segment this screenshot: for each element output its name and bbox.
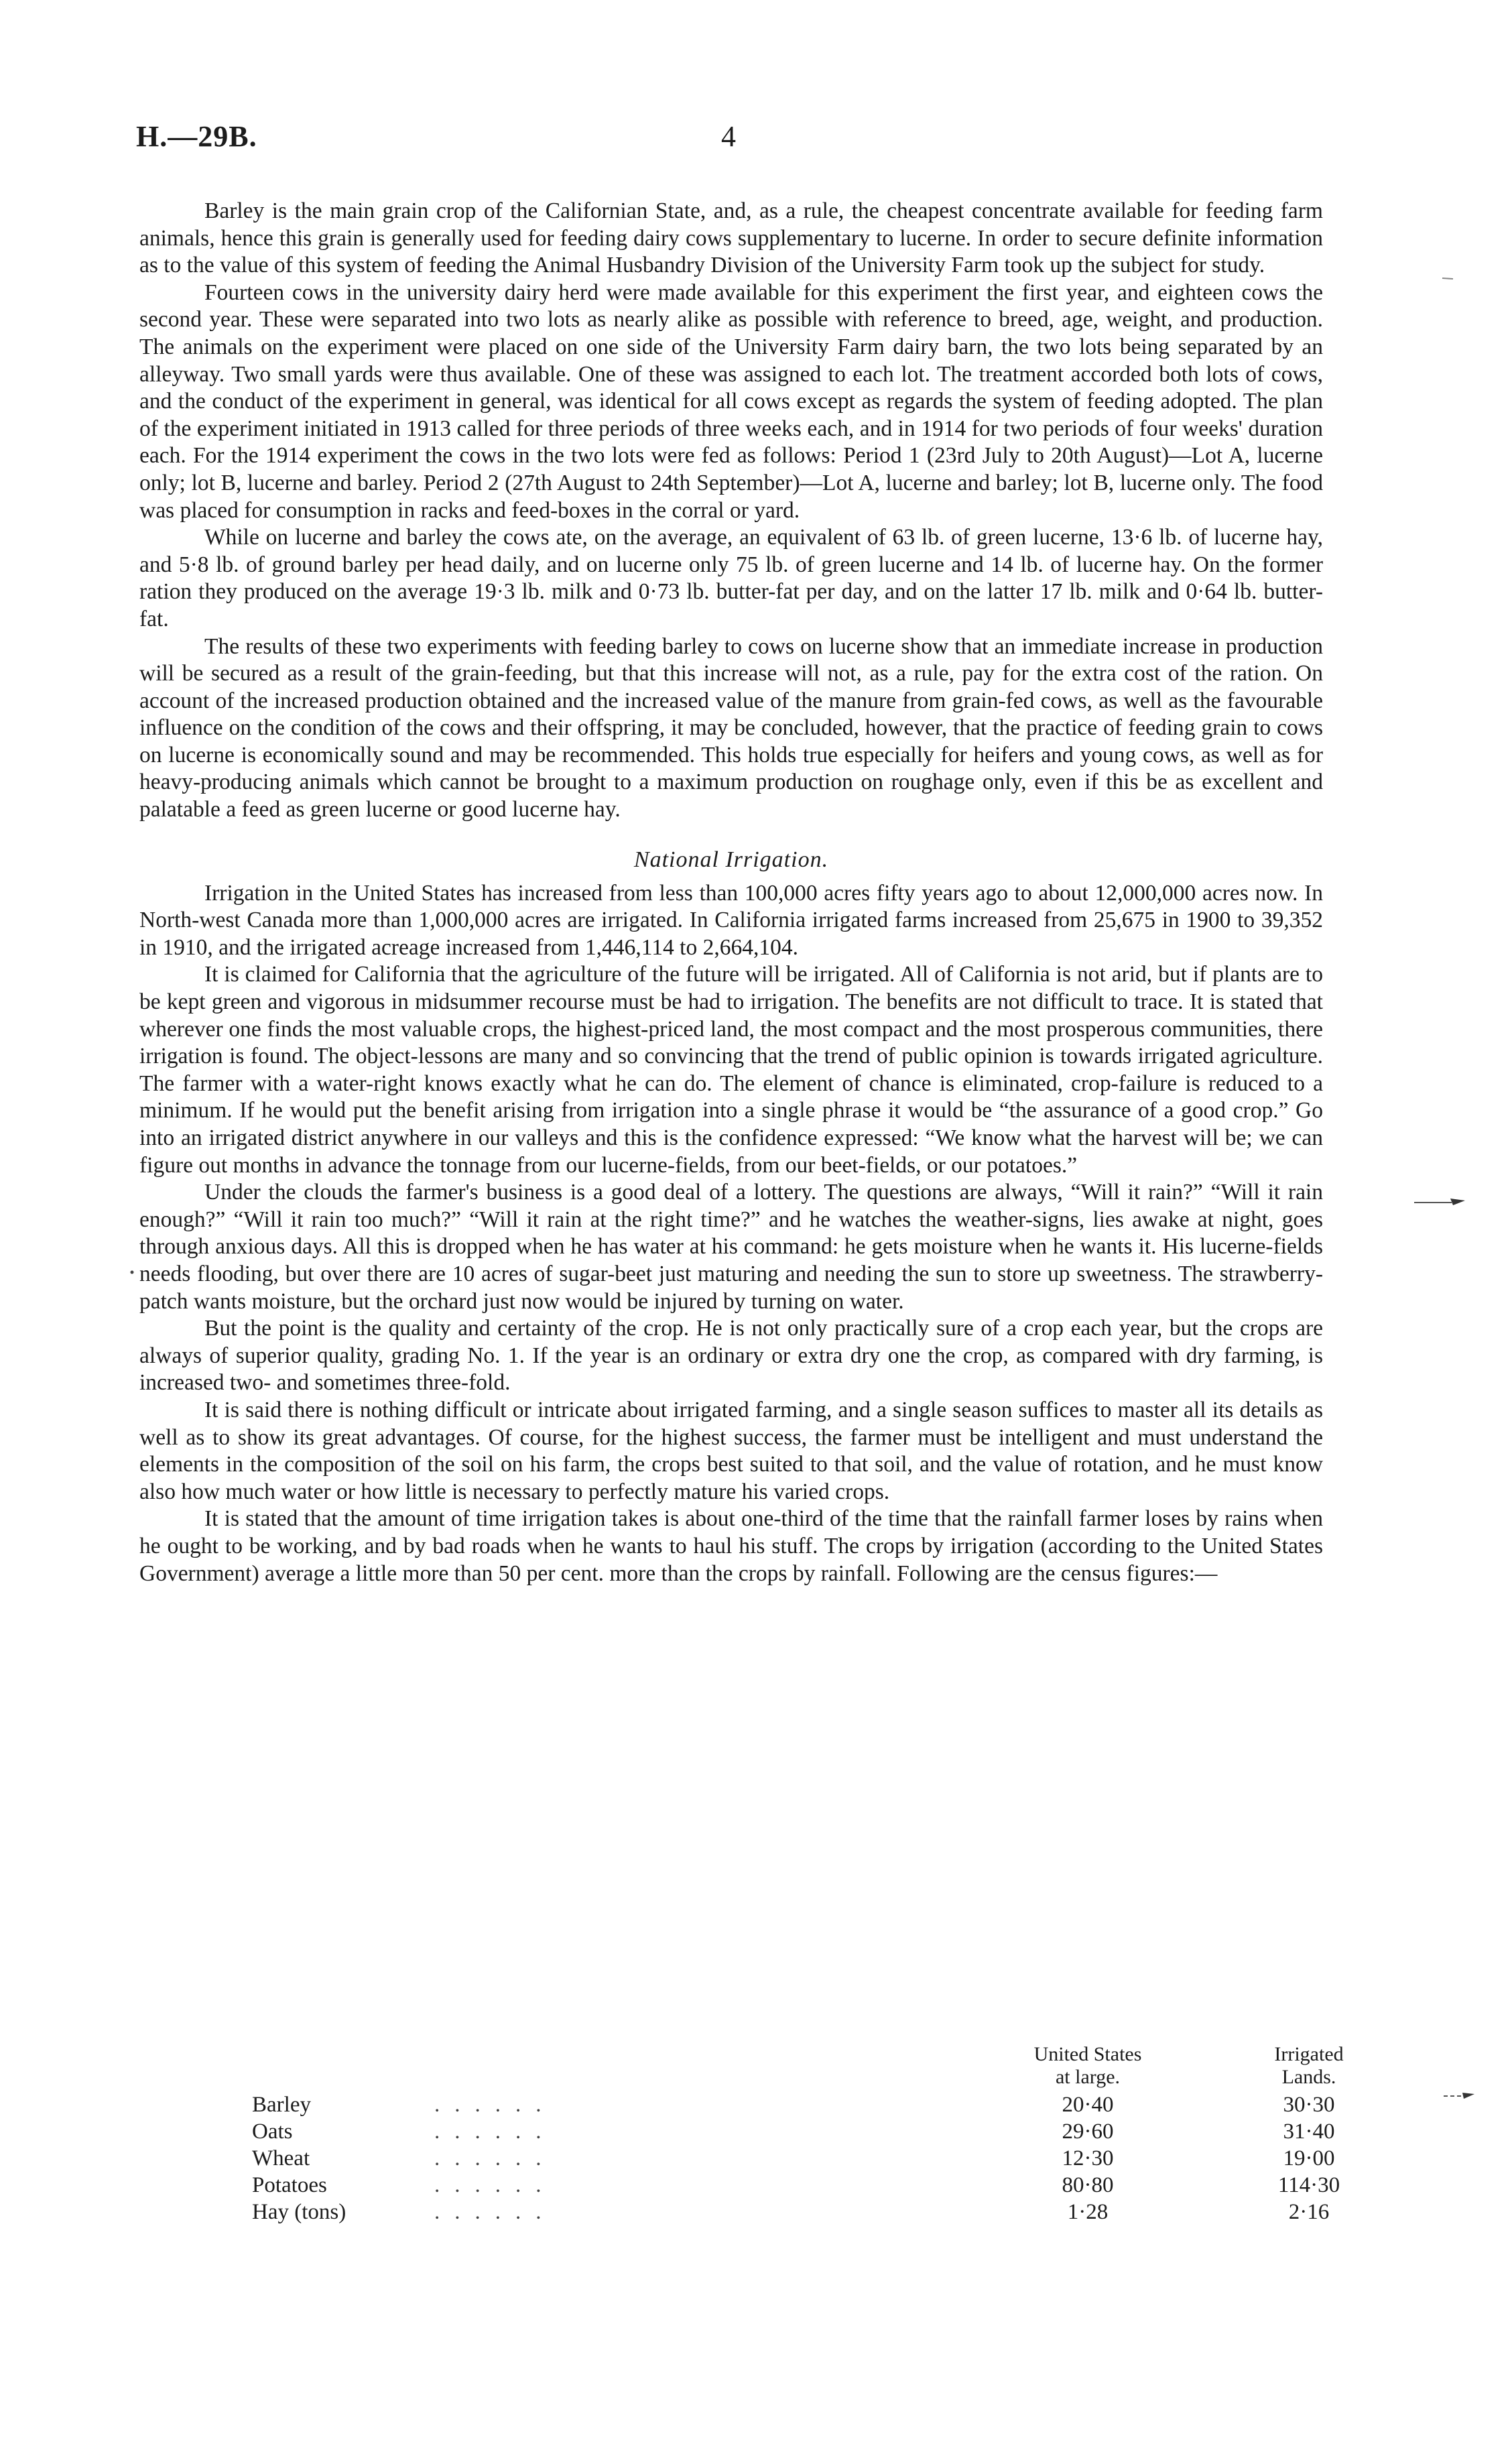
column-header-irrigated-line2: Lands.	[1281, 2066, 1336, 2088]
crop-name: Hay (tons)	[252, 2200, 346, 2224]
us-value: 1·28	[1067, 2200, 1109, 2224]
paragraph-feeding-results: While on lucerne and barley the cows ate, on the average, an equivalent of 63 lb. of green lucerne, 13·6 lb. of lucerne hay, and 5·8 lb. of ground barley per head daily, and on lucerne only 75 lb. of green lucerne and 14 lb. of lucerne hay. On the former ration they produced on the average 19·3 lb. milk and 0·73 lb. butter-fat per day, and on the latter 17 lb. milk and 0·64 lb. butter-fat.	[139, 525, 1323, 631]
paragraph-crop-quality: But the point is the quality and certainty of the crop. He is not only practically sure of a crop each year, but the crops are always of superior quality, grading No. 1. If the year is an ordinary or extra dry one the crop, as compared with dry farming, is increased two- and sometimes three-fold.	[139, 1316, 1323, 1396]
paragraph-irrigation-future: It is claimed for California that the agriculture of the future will be irrigated. All of California is not arid, but if plants are to be kept green and vigorous in midsummer recourse must be had to irrigation. The benefits are not difficult to trace. It is stated that wherever one finds the most valuable crops, the highest-priced land, the most compact and the most prosperous communities, there irrigation is found. The object-lessons are many and so convincing that the trend of public opinion is towards irrigated agriculture. The farmer with a water-right knows exactly what he can do. The element of chance is eliminated, crop-failure is reduced to a minimum. If he would put the benefit arising from irrigation into a single phrase it would be “the assurance of a good crop.” Go into an irrigated district anywhere in our valleys and this is the confidence expressed: “We know what the harvest will be; we can figure out months in advance the tonnage from our lucerne-fields, from our beet-fields, or our potatoes.”	[139, 962, 1323, 1178]
paragraph-experiment-conclusion: The results of these two experiments with feeding barley to cows on lucerne show that an immediate increase in production will be secured as a result of the grain-feeding, but that this increase will not, as a rule, pay for the extra cost of the ration. On account of the increased production obtained and the increased value of the manure from grain-fed cows, as well as the favourable influence on the condition of the cows and their offspring, it may be concluded, however, that the practice of feeding grain to cows on lucerne is economically sound and may be recommended. This holds true especially for heifers and young cows, as well as for heavy-producing animals which cannot be brought to a maximum production on roughage only, even if this be as excellent and palatable a feed as green lucerne or good lucerne hay.	[139, 633, 1323, 822]
crop-name: Oats	[252, 2120, 293, 2144]
dot-leader: ......	[434, 2093, 556, 2117]
us-value: 12·30	[1062, 2146, 1114, 2170]
dot-leader: ......	[434, 2146, 556, 2170]
irrigated-value: 19·00	[1283, 2146, 1335, 2170]
us-value: 29·60	[1062, 2120, 1114, 2144]
margin-arrow-mark	[1442, 2090, 1476, 2101]
column-header-us	[1011, 2043, 1165, 2089]
section-heading: National Irrigation.	[633, 847, 829, 872]
irrigated-value: 31·40	[1283, 2120, 1335, 2144]
dot-leader: ......	[434, 2120, 556, 2144]
margin-dot	[129, 1269, 135, 1276]
paragraph-irrigated-farming: It is said there is nothing difficult or intricate about irrigated farming, and a single season suffices to master all its details as well as to show its great advantages. Of course, for the highest success, the farmer must be intelligent and must understand the elements in the composition of the soil on his farm, the crops best suited to that soil, and the value of rotation, and he must know also how much water or how little is necessary to perfectly mature his varied crops.	[139, 1397, 1323, 1504]
dot-leader: ......	[434, 2200, 556, 2224]
column-header-irrigated	[1239, 2043, 1379, 2089]
table-row	[139, 2199, 1330, 2225]
page-number: 4	[721, 120, 736, 153]
column-header-us-line2: at large.	[1055, 2066, 1121, 2088]
us-value: 20·40	[1062, 2093, 1114, 2117]
document-reference: H.—29B.	[136, 120, 257, 153]
margin-mark	[1441, 275, 1454, 282]
crop-name: Potatoes	[252, 2173, 327, 2197]
dot-leader: ......	[434, 2173, 556, 2197]
table-row	[139, 2118, 1335, 2145]
page-header	[0, 119, 1512, 166]
column-header-us-line1: United States	[1033, 2043, 1142, 2065]
irrigated-value: 2·16	[1288, 2200, 1330, 2224]
table-row	[139, 2091, 1335, 2118]
paragraph-barley-crop: Barley is the main grain crop of the Californian State, and, as a rule, the cheapest concentrate available for feeding farm animals, hence this grain is generally used for feeding dairy cows supplementary to lucerne. In order to secure definite information as to the value of this system of feeding the Animal Husbandry Division of the University Farm took up the subject for study.	[139, 198, 1323, 278]
paragraph-farming-lottery: Under the clouds the farmer's business is a good deal of a lottery. The questions are always, “Will it rain?” “Will it rain enough?” “Will it rain too much?” “Will it rain at the right time?” and he watches the weather-signs, lies awake at night, goes through anxious days. All this is dropped when he has water at his command: he gets moisture when he wants it. His lucerne-fields needs flooding, but over there are 10 acres of sugar-beet just maturing and needing the sun to store up sweetness. The strawberry-patch wants moisture, but the orchard just now would be injured by turning on water.	[139, 1180, 1323, 1314]
margin-arrow-mark	[1413, 1194, 1466, 1208]
table-row	[139, 2172, 1340, 2199]
paragraph-experiment-setup: Fourteen cows in the university dairy herd were made available for this experiment the first year, and eighteen cows the second year. These were separated into two lots as nearly alike as possible with reference to breed, age, weight, and production. The animals on the experiment were placed on one side of the University Farm dairy barn, the two lots being separated by an alleyway. Two small yards were thus available. One of these was assigned to each lot. The treatment accorded both lots of cows, and the conduct of the experiment in general, was identical for all cows except as regards the system of feeding adopted. The plan of the experiment initiated in 1913 called for three periods of three weeks each, and in 1914 for two periods of four weeks' duration each. For the 1914 experiment the cows in the two lots were fed as follows: Period 1 (23rd July to 20th August)—Lot A, lucerne only; lot B, lucerne and barley. Period 2 (27th August to 24th September)—Lot A, lucerne and barley; lot B, lucerne only. The food was placed for consumption in racks and feed-boxes in the corral or yard.	[139, 280, 1323, 523]
irrigated-value: 30·30	[1283, 2093, 1335, 2117]
table-row	[139, 2145, 1335, 2172]
paragraph-census-intro: It is stated that the amount of time irrigation takes is about one-third of the time that the rainfall farmer loses by rains when he ought to be working, and by bad roads when he wants to haul his stuff. The crops by irrigation (according to the United States Government) average a little more than 50 per cent. more than the crops by rainfall. Following are the census figures:—	[139, 1506, 1323, 1586]
body-text	[139, 198, 1323, 1587]
us-value: 80·80	[1062, 2173, 1114, 2197]
crop-name: Wheat	[252, 2146, 310, 2170]
irrigated-value: 114·30	[1277, 2173, 1340, 2197]
crop-name: Barley	[252, 2093, 311, 2117]
paragraph-irrigation-growth: Irrigation in the United States has increased from less than 100,000 acres fifty years ago to about 12,000,000 acres now. In North-west Canada more than 1,000,000 acres are irrigated. In California irrigated farms increased from 25,675 in 1900 to 39,352 in 1910, and the irrigated acreage increased from 1,446,114 to 2,664,104.	[139, 880, 1323, 960]
column-header-irrigated-line1: Irrigated	[1274, 2043, 1344, 2065]
